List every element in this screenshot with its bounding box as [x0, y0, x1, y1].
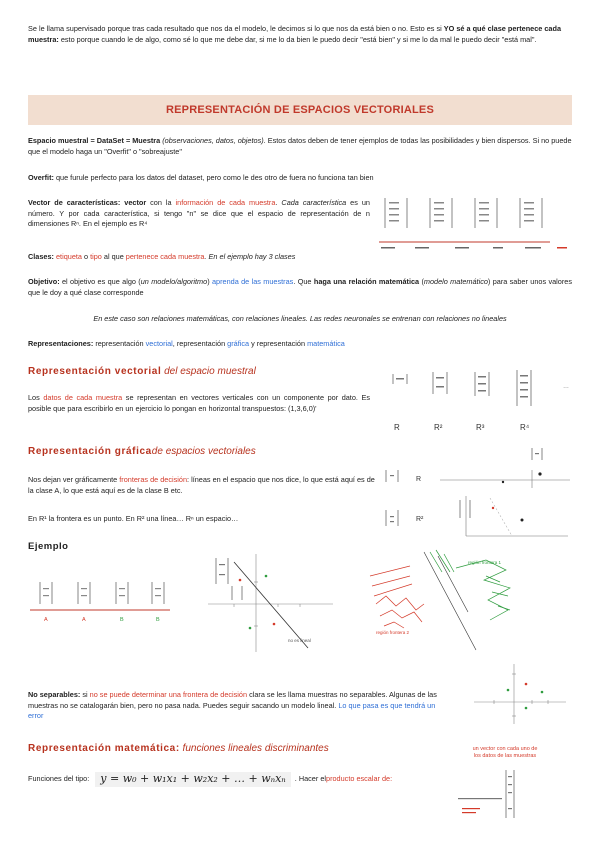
non-separable-plot — [470, 662, 570, 726]
space-label-r2: R² — [434, 423, 443, 432]
class-a-1: A — [44, 617, 48, 623]
no-separables-paragraph: No separables: si no se puede determinar una frontera de decisión clara se les llama muestras no separables. Algunas de las muestras no se catalogarán bien, pero no pasa nada. Puedes seguir sacando un modelo lineal. Lo que pasa es que tendrá un error — [28, 690, 437, 721]
intro-paragraph: Se le llama supervisado porque tras cada resultado que nos da el modelo, le decimos si lo que nos da está bien o no. Esto es si YO sé a qué clase pertenece cada muestra: esto porque cuando le de algo, como sé lo que me debe dar, si me lo da bien le puedo decir "está bien" y si me lo da mal le puedo decir "está mal". — [28, 24, 562, 44]
scalar-product-figure — [456, 768, 556, 822]
banner-title: REPRESENTACIÓN DE ESPACIOS VECTORIALES — [166, 104, 434, 116]
espacio-muestral-paragraph: Espacio muestral = DataSet = Muestra (observaciones, datos, objetos). Estos datos deben de tener ejemplos de todas las posibilidades y bien dispersos. Si no puede que el modelo haga un "Overfit" o "sobreajuste" — [28, 136, 572, 156]
ejemplo-vectors-figure — [28, 572, 172, 628]
space-label-r1: R — [394, 423, 400, 432]
red-region-label: región frontera 2 — [376, 630, 410, 635]
ejemplo-regions-sketch — [364, 546, 554, 658]
rep-vectorial-heading: Representación vectorial del espacio muestral — [28, 366, 256, 377]
rep-grafica-heading: Representación gráficade espacios vectoriales — [28, 446, 256, 457]
note-italic: En este caso son relaciones matemáticas, con relaciones lineales. Las redes neuronales se entrenan con relaciones no lineales — [93, 314, 507, 323]
decision-boundary-figure — [382, 444, 574, 540]
svg-text:…: … — [563, 384, 569, 390]
rep-grafica-dimensions: En R¹ la frontera es un punto. En R² una línea… Rⁿ un espacio… — [28, 514, 239, 523]
rep-matematica-heading: Representación matemática: funciones lineales discriminantes — [28, 743, 329, 754]
class-a-2: A — [82, 617, 86, 623]
green-region-label: región frontera 1 — [468, 560, 502, 565]
class-b-2: B — [156, 617, 160, 623]
objetivo-paragraph: Objetivo: el objetivo es que algo (un modelo/algoritmo) aprenda de las muestras. Que haga una relación matemática (modelo matemático) para saber unos valores que le doy a qué clase corresponde — [28, 277, 572, 297]
representaciones-paragraph: Representaciones: representación vectorial, representación gráfica y representación matemática — [28, 339, 345, 348]
ejemplo-axes-plot — [208, 552, 338, 656]
linear-equation: y = w₀ + w₁x₁ + w₂x₂ + … + wₙxₙ — [95, 772, 291, 787]
overfit-paragraph: Overfit: que furule perfecto para los datos del dataset, pero como le des otro de fuera no funciona tan bien — [28, 173, 374, 182]
label-r2: R² — [416, 516, 424, 523]
label-r: R — [416, 476, 422, 483]
vector-spaces-figure — [385, 364, 575, 434]
rep-grafica-paragraph: Nos dejan ver gráficamente fronteras de decisión: líneas en el espacio que nos dice, lo que está aquí es de la clase A, lo que está aquí es de la clase B etc. — [28, 475, 375, 495]
feature-vectors-figure — [375, 192, 575, 264]
clases-paragraph: Clases: etiqueta o tipo al que pertenece cada muestra. En el ejemplo hay 3 clases — [28, 252, 296, 261]
rep-matematica-line: Funciones del tipo: y = w₀ + w₁x₁ + w₂x₂ + … + wₙxₙ . Hacer el producto escalar de: — [28, 772, 393, 785]
space-label-r3: R³ — [476, 423, 485, 432]
section-banner — [28, 95, 572, 125]
rep-vectorial-paragraph: Los datos de cada muestra se representan en vectores verticales con un componente por dato. Es posible que para escribirlo en un ejercicio lo pongan en horizontal transpuestos: (1,3,6,0)' — [28, 393, 371, 413]
side-note: un vector con cada uno de los datos de las muestras — [472, 746, 538, 759]
vector-paragraph: Vector de características: vector con la información de cada muestra. Cada característica es un número. Y por cada característica, si tengo "n" se dice que el espacio de representación de n dimensiones Rⁿ. En el ejemplo es R⁴ — [28, 198, 370, 229]
space-label-r4: R⁴ — [520, 423, 530, 432]
plot-caption: no es lineal — [288, 638, 311, 643]
class-b-1: B — [120, 617, 124, 623]
ejemplo-heading: Ejemplo — [28, 541, 69, 552]
